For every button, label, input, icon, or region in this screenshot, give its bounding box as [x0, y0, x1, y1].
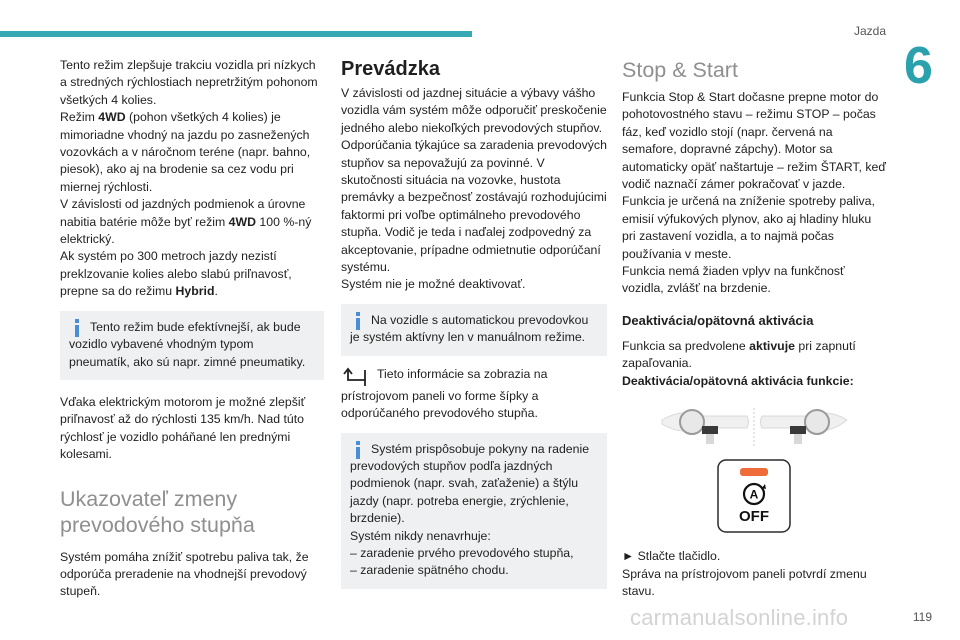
info-icon — [350, 312, 368, 327]
button-letter: A — [749, 487, 759, 502]
instruction-step: ► Stlačte tlačidlo. — [622, 549, 721, 564]
paragraph: Funkcia nemá žiaden vplyv na funkčnosť vozidla, zvlášť na brzdenie. — [622, 264, 845, 296]
paragraph: V závislosti od jazdných podmienok a úrovne nabitia batérie môže byť režim 4WD 100 %-ný elektrický. — [60, 197, 312, 247]
section-heading: Prevádzka — [341, 58, 440, 80]
gear-shift-icon — [341, 366, 371, 388]
paragraph: V závislosti od jazdnej situácie a výbavy vášho vozidla vám systém môže odporučiť preskočenie jedného alebo niekoľkých prevodových stupňov. Odporúčania týkajúce sa zaradenia prevodových stupňov sa nepovažujú za povinné. V skutočnosti situácia na vozovke, hustota premávky a bezpečnosť zostávajú rozhodujúcimi faktormi pri voľbe optimálneho prevodového stupňa. Vodič je teda i naďalej zodpovedný za akceptovanie, prípadne odmietnutie odporúčaní systému. — [341, 86, 607, 275]
paragraph: Systém pomáha znížiť spotrebu paliva tak, že odporúča preradenie na vhodnejší prevodový stupeň. — [60, 549, 309, 599]
paragraph: Režim 4WD (pohon všetkých 4 kolies) je mimoriadne vhodný na jazdu po zasnežených vozovkách a v náročnom teréne (napr. bahno, piesok), ako aj na brodenie sa cez vodu pri miernej rýchlosti. — [60, 110, 311, 194]
stop-start-illustration — [622, 398, 886, 548]
info-note: Tento režim bude efektívnejší, ak bude vozidlo vybavené vhodným typom pneumatík, ako sú napr. zimné pneumatiky. — [60, 311, 324, 380]
column-1 — [60, 57, 324, 601]
dashboard-left-graphic — [662, 410, 749, 444]
paragraph: Ak systém po 300 metroch jazdy nezistí preklzovanie kolies alebo slabú priľnavosť, prepne sa do režimu Hybrid. — [60, 249, 292, 299]
info-icon — [69, 319, 87, 334]
paragraph: Vďaka elektrickým motorom je možné zlepšiť priľnavosť až do rýchlosti 135 km/h. Nad túto rýchlosť je vozidlo poháňané len prednými kolesami. — [60, 394, 306, 462]
button-label: OFF — [739, 508, 769, 526]
paragraph: Správa na prístrojovom paneli potvrdí zmenu stavu. — [622, 566, 867, 598]
info-icon — [350, 441, 368, 456]
paragraph: Deaktivácia/opätovná aktivácia funkcie: — [622, 373, 854, 388]
paragraph: Tento režim zlepšuje trakciu vozidla pri nízkych a stredných rýchlostiach nepretržitým pohonom všetkých 4 kolies. — [60, 58, 318, 107]
paragraph: Funkcia sa predvolene aktivuje pri zapnutí zapaľovania. — [622, 338, 856, 371]
dashboard-illustration — [622, 398, 886, 548]
info-note: Na vozidle s automatickou prevodovkou je systém aktívny len v manuálnom režime. — [341, 304, 607, 356]
section-heading: Ukazovateľ zmeny prevodového stupňa — [60, 486, 255, 537]
paragraph: Funkcia Stop & Start dočasne prepne motor do pohotovostného stavu – režimu STOP – počas fáz, keď vozidlo stojí (napr. červená na semafore, dopravné zápchy). Motor sa automaticky opäť naštartuje – režim ŠTART, keď vodič naznačí zámer pokračovať v jazde. — [622, 90, 886, 192]
watermark: carmanualsonline.info — [630, 605, 849, 630]
section-title: Jazda — [853, 24, 886, 38]
paragraph: Systém nie je možné deaktivovať. — [341, 277, 526, 292]
info-note: Systém prispôsobuje pokyny na radenie prevodových stupňov podľa jazdných podmienok (napr. svah, zaťaženie) a štýlu jazdy (napr. potreba energie, zrýchlenie, brzdenie). Systém nikdy nenavrhuje: – zaradenie prvého prevodového stupňa, – zaradenie spätného chodu. — [341, 433, 607, 589]
gear-indicator-note: Tieto informácie sa zobrazia na prístrojovom paneli vo forme šípky a odporúčaného prevodového stupňa. — [341, 366, 548, 421]
chapter-number: 6 — [904, 37, 933, 95]
section-heading: Stop & Start — [622, 58, 738, 82]
column-3 — [622, 57, 886, 600]
column-2 — [341, 57, 607, 589]
dashboard-right-graphic — [761, 410, 848, 444]
page-number: 119 — [912, 610, 932, 624]
paragraph: Funkcia je určená na zníženie spotreby paliva, emisií výfukových plynov, ako aj hladiny hluku pri zastavení vozidla, a to najmä počas používania v meste. — [622, 194, 875, 261]
subsection-heading: Deaktivácia/opätovná aktivácia — [622, 312, 814, 328]
header-accent-bar — [0, 31, 472, 37]
